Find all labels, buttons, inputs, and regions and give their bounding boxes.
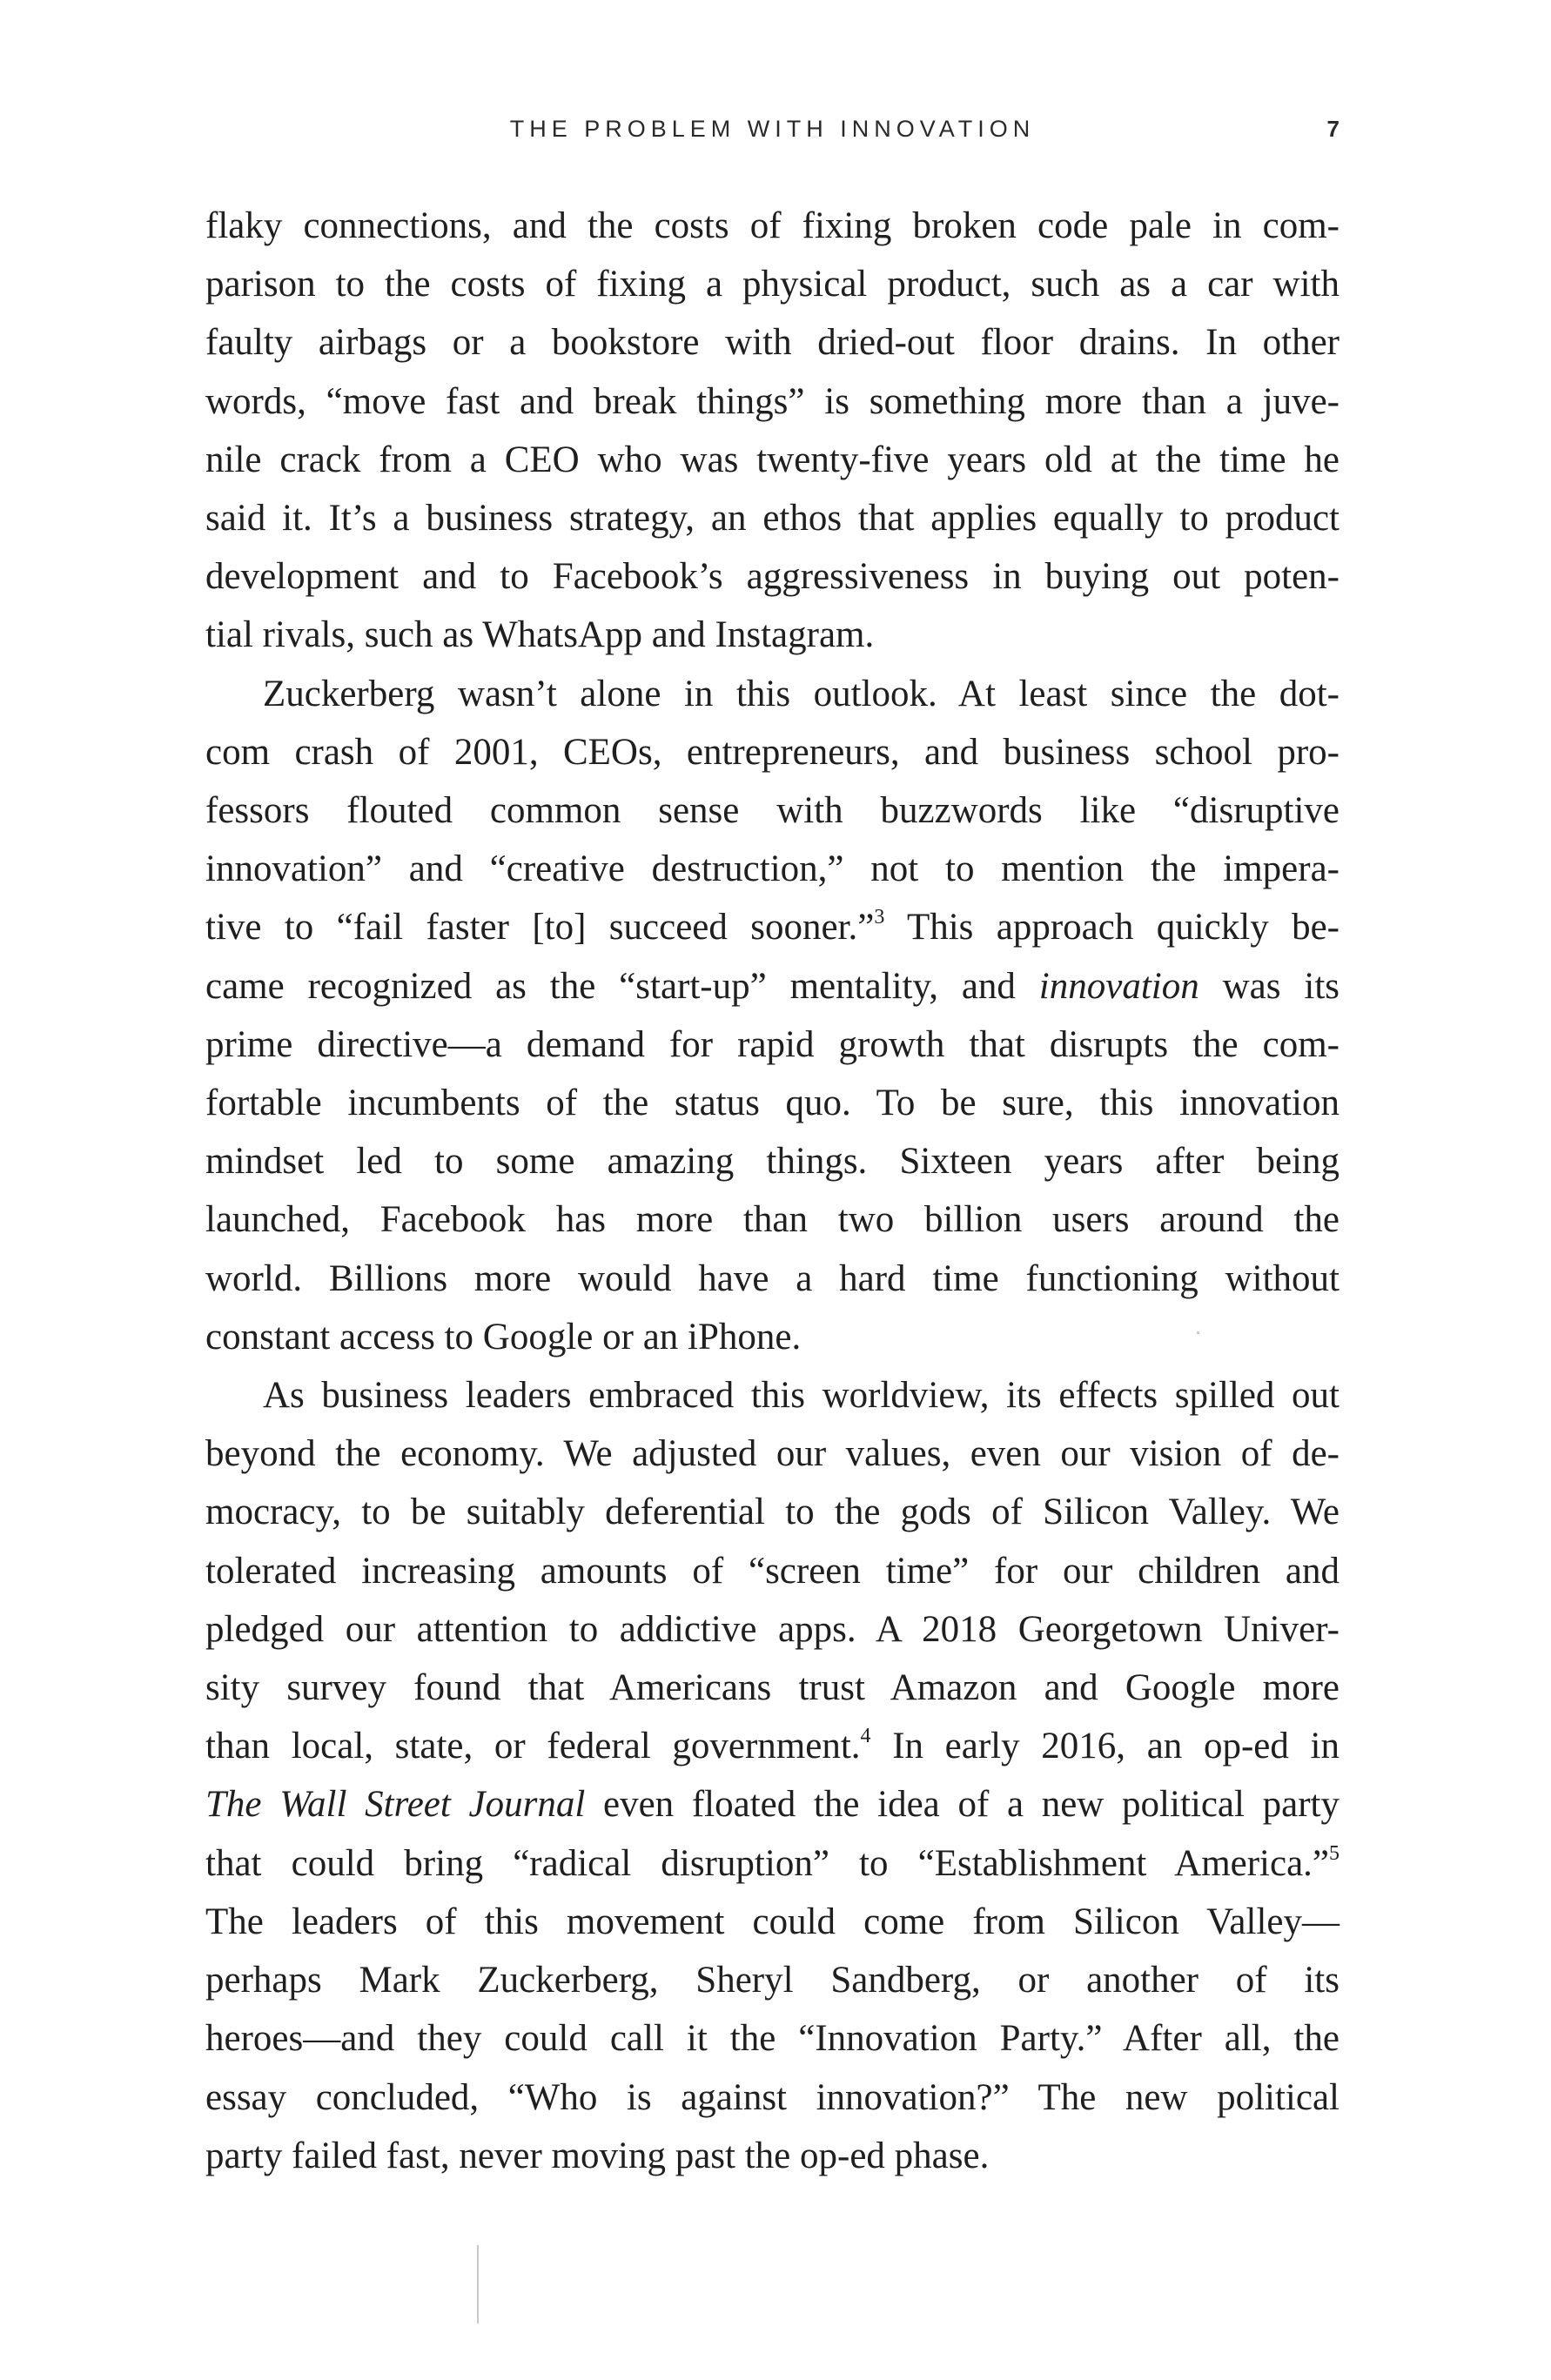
text-line: [205, 1775, 1340, 1834]
text-line: [205, 547, 1340, 606]
text-run: heroes—and they could call it the “Innovation Party.” After all, the: [205, 2018, 1340, 2060]
text-run: essay concluded, “Who is against innovation?” The new political: [205, 2076, 1340, 2118]
text-line: [205, 1190, 1340, 1249]
footnote-ref: 3: [874, 906, 885, 929]
scan-speck: [477, 2245, 479, 2323]
text-run: world. Billions more would have a hard time functioning without: [205, 1257, 1340, 1299]
body-text: [205, 197, 1340, 2185]
text-line: [205, 898, 1340, 956]
text-run: tial rivals, such as WhatsApp and Instagram.: [205, 614, 875, 656]
text-line: [205, 372, 1340, 431]
text-line: [205, 665, 1340, 723]
text-run: fessors flouted common sense with buzzwords like “disruptive: [205, 790, 1340, 832]
text-line: [205, 1016, 1340, 1074]
text-line: [205, 2068, 1340, 2127]
text-line: [205, 255, 1340, 313]
text-line: [205, 723, 1340, 781]
running-title: THE PROBLEM WITH INNOVATION: [509, 116, 1036, 142]
text-line: [205, 1308, 1340, 1366]
text-run: This approach quickly be-: [884, 907, 1340, 949]
text-run: words, “move fast and break things” is something more than a juve-: [205, 380, 1340, 422]
text-line: [205, 840, 1340, 898]
italic-text: The Wall Street Journal: [205, 1784, 586, 1826]
text-line: [205, 1834, 1340, 1893]
paragraph: [205, 665, 1340, 1366]
text-line: [205, 1659, 1340, 1717]
text-run: tolerated increasing amounts of “screen time” for our children and: [205, 1550, 1340, 1592]
text-run: As business leaders embraced this worldview, its effects spilled out: [263, 1375, 1340, 1417]
text-line: [205, 781, 1340, 840]
text-line: [205, 1483, 1340, 1541]
text-run: perhaps Mark Zuckerberg, Sheryl Sandberg, or another of its: [205, 1960, 1340, 2001]
text-line: [205, 197, 1340, 255]
text-run: came recognized as the “start-up” mentality, and: [205, 965, 1039, 1007]
text-run: sity survey found that Americans trust Amazon and Google more: [205, 1667, 1340, 1709]
text-run: tive to “fail faster [to] succeed sooner.”: [205, 907, 875, 949]
text-run: constant access to Google or an iPhone.: [205, 1316, 802, 1358]
text-line: [205, 1717, 1340, 1775]
text-run: In early 2016, an op-ed in: [870, 1726, 1340, 1767]
text-line: [205, 1366, 1340, 1425]
text-run: than local, state, or federal government.: [205, 1726, 861, 1767]
text-line: [205, 606, 1340, 664]
text-line: [205, 1542, 1340, 1600]
text-run: was its: [1198, 965, 1340, 1007]
text-run: com crash of 2001, CEOs, entrepreneurs, and business school pro-: [205, 731, 1340, 773]
paragraph: [205, 1366, 1340, 2185]
text-run: The leaders of this movement could come from Silicon Valley—: [205, 1901, 1340, 1942]
text-line: [205, 1600, 1340, 1659]
text-run: pledged our attention to addictive apps. A 2018 Georgetown Univer-: [205, 1608, 1340, 1650]
footnote-ref: 4: [860, 1725, 871, 1748]
text-run: mocracy, to be suitably deferential to the gods of Silicon Valley. We: [205, 1492, 1340, 1533]
text-run: development and to Facebook’s aggressiveness in buying out poten-: [205, 556, 1340, 598]
text-run: faulty airbags or a bookstore with dried-out floor drains. In other: [205, 322, 1340, 364]
text-line: [205, 489, 1340, 547]
text-run: launched, Facebook has more than two billion users around the: [205, 1199, 1340, 1241]
text-run: even floated the idea of a new political party: [585, 1784, 1340, 1826]
text-line: [205, 313, 1340, 372]
text-run: that could bring “radical disruption” to “Establishment America.”: [205, 1842, 1329, 1884]
text-line: [205, 1951, 1340, 2009]
footnote-ref: 5: [1329, 1841, 1340, 1865]
text-run: prime directive—a demand for rapid growth that disrupts the com-: [205, 1023, 1340, 1065]
scan-speck: [1197, 1331, 1199, 1334]
text-line: [205, 1132, 1340, 1190]
text-run: beyond the economy. We adjusted our values, even our vision of de-: [205, 1433, 1340, 1475]
text-line: [205, 1074, 1340, 1132]
text-line: [205, 1250, 1340, 1308]
text-line: [205, 1425, 1340, 1483]
text-run: innovation” and “creative destruction,” not to mention the impera-: [205, 848, 1340, 890]
text-run: Zuckerberg wasn’t alone in this outlook. At least since the dot-: [263, 673, 1340, 714]
page-number: 7: [1326, 116, 1340, 142]
text-run: fortable incumbents of the status quo. To be sure, this innovation: [205, 1083, 1340, 1124]
running-head: [205, 111, 1340, 146]
text-run: flaky connections, and the costs of fixing broken code pale in com-: [205, 205, 1340, 246]
text-run: nile crack from a CEO who was twenty-five years old at the time he: [205, 439, 1340, 480]
text-run: parison to the costs of fixing a physical product, such as a car with: [205, 264, 1340, 305]
text-line: [205, 2009, 1340, 2068]
text-line: [205, 431, 1340, 489]
italic-text: innovation: [1038, 965, 1199, 1007]
text-run: party failed fast, never moving past the op-ed phase.: [205, 2135, 990, 2176]
text-run: said it. It’s a business strategy, an ethos that applies equally to product: [205, 498, 1340, 540]
paragraph: [205, 197, 1340, 665]
text-run: mindset led to some amazing things. Sixteen years after being: [205, 1141, 1340, 1183]
text-line: [205, 2127, 1340, 2185]
text-line: [205, 1893, 1340, 1951]
text-line: [205, 957, 1340, 1016]
